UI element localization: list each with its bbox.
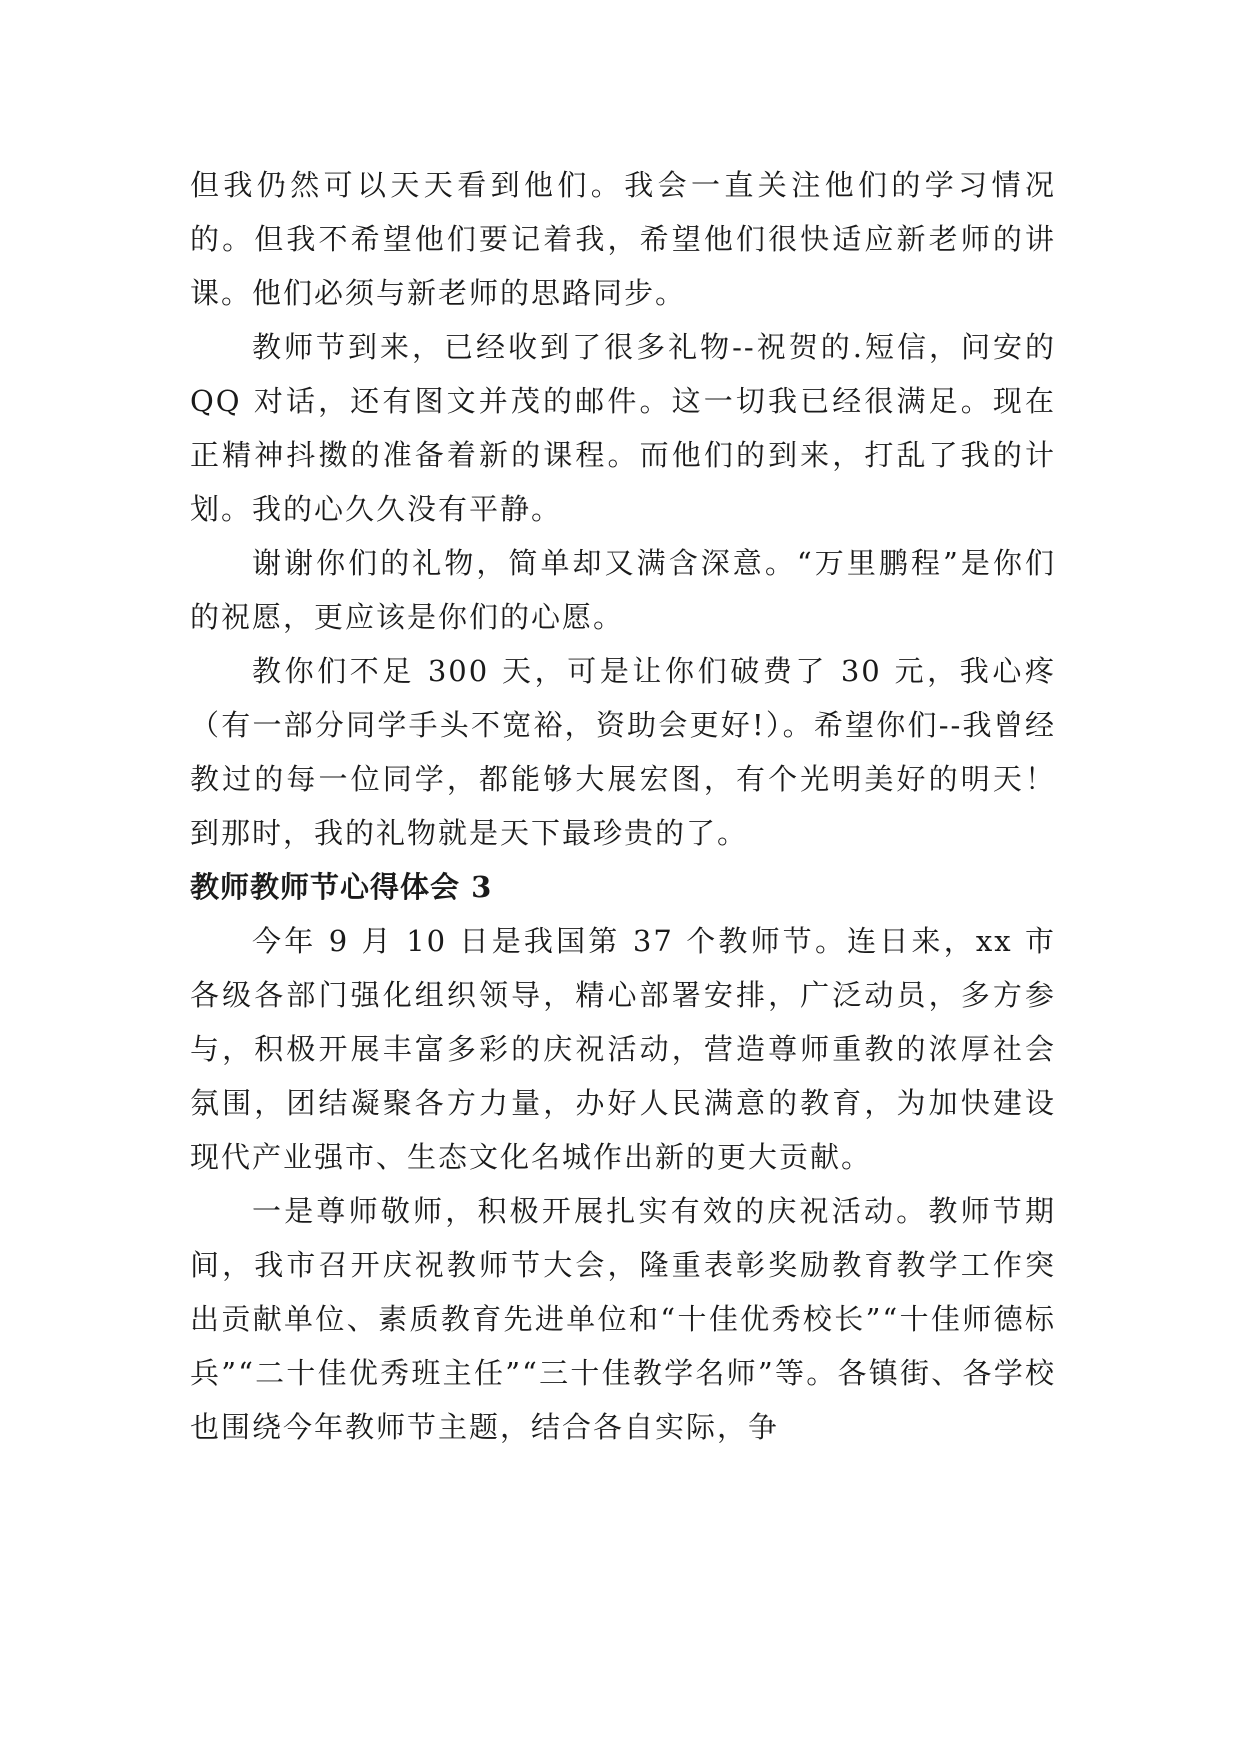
document-body [190,158,1056,1454]
paragraph-3: 谢谢你们的礼物，简单却又满含深意。“万里鹏程”是你们的祝愿，更应该是你们的心愿。 [190,546,1056,634]
paragraph-1: 但我仍然可以天天看到他们。我会一直关注他们的学习情况的。但我不希望他们要记着我，希望他们很快适应新老师的讲课。他们必须与新老师的思路同步。 [190,168,1056,310]
section-heading: 教师教师节心得体会 3 [190,870,493,904]
section-paragraph-1: 今年 9 月 10 日是我国第 37 个教师节。连日来，xx 市各级各部门强化组织领导，精心部署安排，广泛动员，多方参与，积极开展丰富多彩的庆祝活动，营造尊师重教的浓厚社会氛围，团结凝聚各方力量，办好人民满意的教育，为加快建设现代产业强市、生态文化名城作出新的更大贡献。 [190,924,1056,1174]
paragraph-4: 教你们不足 300 天，可是让你们破费了 30 元，我心疼（有一部分同学手头不宽裕，资助会更好!）。希望你们--我曾经教过的每一位同学，都能够大展宏图，有个光明美好的明天！到那时，我的礼物就是天下最珍贵的了。 [190,654,1056,850]
paragraph-2: 教师节到来，已经收到了很多礼物--祝贺的.短信，问安的 QQ 对话，还有图文并茂的邮件。这一切我已经很满足。现在正精神抖擞的准备着新的课程。而他们的到来，打乱了我的计划。我的心久久没有平静。 [190,330,1056,526]
section-paragraph-2: 一是尊师敬师，积极开展扎实有效的庆祝活动。教师节期间，我市召开庆祝教师节大会，隆重表彰奖励教育教学工作突出贡献单位、素质教育先进单位和“十佳优秀校长”“十佳师德标兵”“二十佳优秀班主任”“三十佳教学名师”等。各镇街、各学校也围绕今年教师节主题，结合各自实际，争 [190,1194,1056,1444]
